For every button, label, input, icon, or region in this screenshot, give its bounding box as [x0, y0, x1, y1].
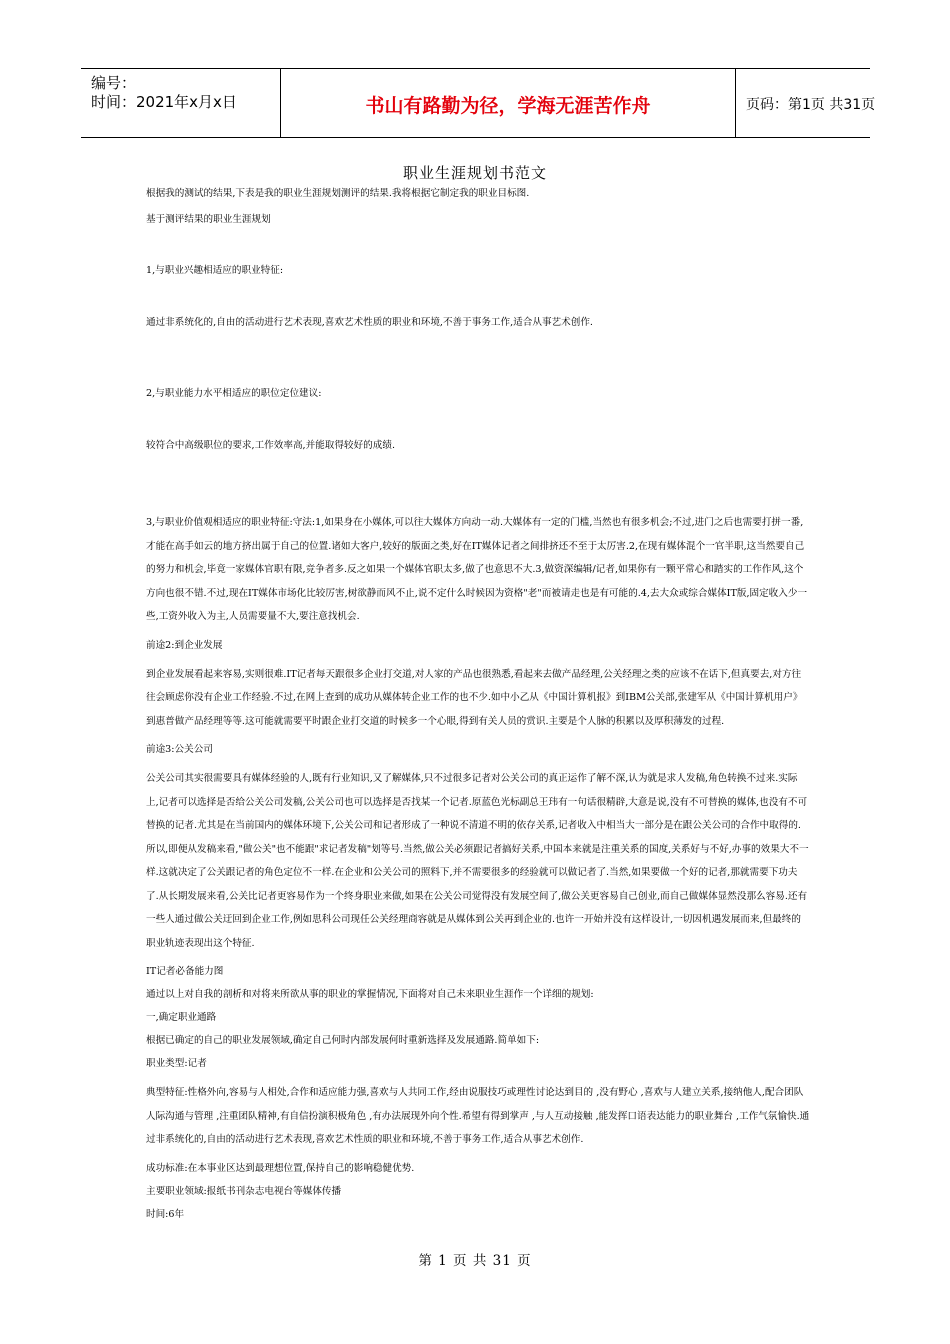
document-time-label: 时间：2021年x月x日 — [91, 93, 237, 111]
header-info-cell — [81, 69, 281, 137]
section-heading: IT记者必备能力图 — [146, 966, 224, 977]
header-page-info: 页码：第1页 共31页 — [746, 97, 876, 113]
section-heading: 一,确定职业通路 — [146, 1012, 217, 1023]
header-motto-cell — [281, 69, 736, 137]
paragraph: 时间:6年 — [146, 1208, 185, 1220]
paragraph: 公关公司其实很需要具有媒体经验的人,既有行业知识,又了解媒体,只不过很多记者对公关公司的真正运作了解不深,认为就是求人发稿,角色转换不过来.实际上,记者可以选择是否给公关公司发稿,公关公司也可以选择是否找某一个记者.原蓝色光标副总王玮有一句话很精辟,大意是说,没有不可替换的媒体,也没有不可替换的记者.尤其是在当前国内的媒体环境下,公关公司和记者形成了一种说不清道不明的依存关系,记者收入中相当大一部分是在跟公关公司的合作中取得的.所以,即便从发稿来看,"做公关"也不能跟"求记者发稿"划等号.当然,做公关必须跟记者搞好关系,中国本来就是注重关系的国度,关系好与不好,办事的效果大不一样.这就决定了公关跟记者的角色定位不一样.在企业和公关公司的照料下,并不需要很多的经验就可以做记者了.当然,如果要做一个好的记者,那就需要下功夫了.从长期发展来看,公关比记者更容易作为一个终身职业来做,如果在公关公司觉得没有发展空间了,做公关更容易自己创业,而自己做媒体显然没那么容易.还有一些人通过做公关迂回到企业工作,例如思科公司现任公关经理商容就是从媒体到公关再到企业的.也许一开始并没有这样设计,一切因机遇发展而来,但最终的职业轨迹表现出这个特征. — [146, 773, 809, 949]
paragraph: 通过以上对自我的剖析和对将来所欲从事的职业的掌握情况,下面将对自己未来职业生涯作一个详细的规划: — [146, 989, 594, 1000]
motto-text: 书山有路勤为径，学海无涯苦作舟 — [365, 95, 651, 117]
section-heading: 2,与职业能力水平相适应的职位定位建议: — [146, 388, 322, 399]
section-heading: 1,与职业兴趣相适应的职业特征: — [146, 265, 284, 276]
footer-page-number: 第 1 页 共 31 页 — [418, 1253, 532, 1269]
section-heading: 前途3:公关公司 — [146, 744, 213, 755]
paragraph: 3,与职业价值观相适应的职业特征:守法:1,如果身在小媒体,可以往大媒体方向动一动.大媒体有一定的门槛,当然也有很多机会;不过,进门之后也需要打拼一番,才能在高手如云的地方挤出属于自己的位置.诸如大客户,较好的版面之类,好在IT媒体记者之间排挤还不至于太厉害.2,在现有媒体混个一官半职,这当然要自己的努力和机会,毕竟一家媒体官职有限,竞争者多.反之如果一个媒体官职太多,做了也意思不大.3,做资深编辑/记者,如果你有一颗平常心和踏实的工作作风,这个方向也很不错.不过,现在IT媒体市场化比较厉害,树欲静而风不止,说不定什么时候因为资格"老"而被请走也是有可能的.4,去大众或综合媒体IT版,固定收入少一些,工资外收入为主,人员需要量不大,要注意找机会. — [146, 517, 808, 622]
section-heading: 前途2:到企业发展 — [146, 639, 223, 651]
document-title: 职业生涯规划书范文 — [402, 164, 547, 182]
paragraph: 基于测评结果的职业生涯规划 — [146, 214, 271, 225]
paragraph: 根据我的测试的结果,下表是我的职业生涯规划测评的结果.我将根据它制定我的职业目标图. — [146, 188, 530, 199]
paragraph: 职业类型:记者 — [146, 1058, 207, 1069]
paragraph: 成功标准:在本事业区达到最理想位置,保持自己的影响稳健优势. — [146, 1162, 415, 1174]
paragraph: 主要职业领域:报纸书刊杂志电视台等媒体传播 — [146, 1185, 342, 1197]
page-header — [81, 68, 876, 138]
paragraph: 通过非系统化的,自由的活动进行艺术表现,喜欢艺术性质的职业和环境,不善于事务工作,适合从事艺术创作. — [146, 317, 593, 328]
paragraph: 根据已确定的自己的职业发展领域,确定自己何时内部发展何时重新选择及发展通路.简单如下: — [146, 1035, 540, 1046]
paragraph: 典型特征:性格外向,容易与人相处,合作和适应能力强,喜欢与人共同工作,经由说服技巧或理性讨论达到目的 ,没有野心 ,喜欢与人建立关系,接纳他人,配合团队人际沟通与管理 ,注重团队精神,有自信扮演积极角色 ,有办法展现外向个性.希望有得到掌声 ,与人互动接触 ,能发挥口语表达能力的职业舞台 ,工作气氛愉快.通过非系统化的,自由的活动进行艺术表现,喜欢艺术性质的职业和环境,不善于事务工作,适合从事艺术创作. — [146, 1087, 810, 1145]
document-number-label: 编号： — [91, 74, 137, 92]
document-body — [146, 187, 810, 1221]
paragraph: 较符合中高级职位的要求,工作效率高,并能取得较好的成绩. — [146, 440, 395, 451]
header-page-cell — [736, 69, 876, 137]
paragraph: 到企业发展看起来容易,实则很难.IT记者每天跟很多企业打交道,对人家的产品也很熟悉,看起来去做产品经理,公关经理之类的应该不在话下,但真要去,对方往往会顾虑你没有企业工作经验.不过,在网上查到的成功从媒体转企业工作的也不少.如中小乙从《中国计算机报》到IBM公关部,张建军从《中国计算机用户》到惠普做产品经理等等.这可能就需要平时跟企业打交道的时候多一个心眼,得到有关人员的赏识.主要是个人脉的积累以及厚积薄发的过程. — [146, 668, 803, 727]
